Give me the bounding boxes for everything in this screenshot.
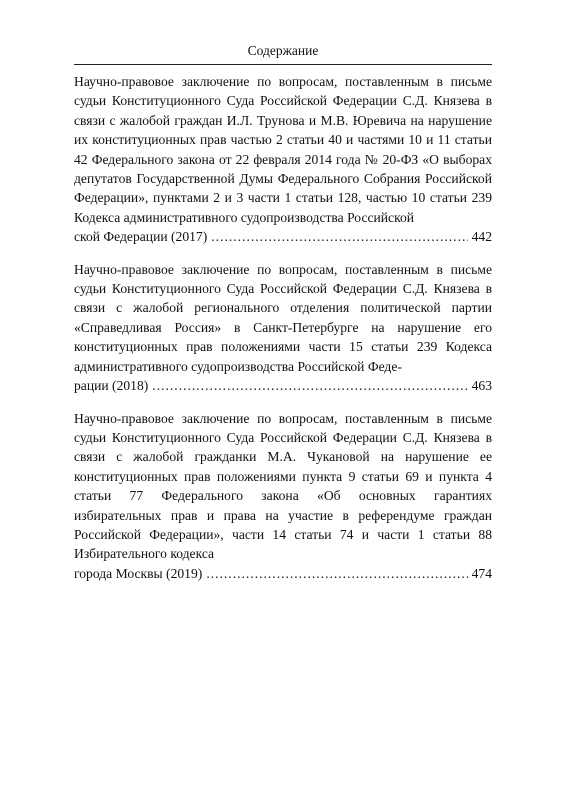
toc-entry-lastline [74,564,492,583]
toc-entry[interactable] [74,409,492,584]
toc-entry-text: Научно-правовое заключение по вопросам, поставленным в письме судьи Конституционного Суда Российской Федерации С.Д. Князева в связи с жалобой гражданки М.А. Чукановой на нарушение ее конституционных прав положениями пункта 9 статьи 69 и пункта 4 статьи 77 Федерального закона «Об основных гарантиях избирательных прав и права на участие в референдуме граждан Российской Федерации», части 14 статьи 74 и части 1 статьи 88 Избирательного кодекса [74,410,492,562]
toc-entry-lastline-text: рации (2018) [74,378,149,394]
dot-leader [152,376,467,395]
toc-page-number: 442 [471,229,492,245]
toc-page-number: 463 [471,378,492,394]
toc-entry-text: Научно-правовое заключение по вопросам, поставленным в письме судьи Конституционного Суда Российской Федерации С.Д. Князева в связи с жалобой граждан И.Л. Трунова и М.В. Юревича на нарушение их конституционных прав частью 2 статьи 40 и частями 10 и 11 статьи 42 Федерального закона от 22 февраля 2014 года № 20-ФЗ «О выборах депутатов Государственной Думы Федерального Собрания Российской Федерации», пунктами 2 и 3 части 1 статьи 128, частью 10 статьи 239 Кодекса административного судопроизводства Российской [74,74,492,225]
toc-page-number: 474 [471,565,492,581]
toc-entry-text: Научно-правовое заключение по вопросам, поставленным в письме судьи Конституционного Суда Российской Федерации С.Д. Князева в связи с жалобой регионального отделения политической партии «Справедливая Россия» в Санкт-Петербурге на нарушение его конституционных прав положениями части 15 статьи 239 Кодекса административного судопроизводства Российской Феде- [74,261,492,374]
toc-entry[interactable] [74,260,492,396]
table-of-contents [74,72,492,596]
toc-entry-lastline-text: ской Федерации (2017) [74,229,208,245]
toc-entry[interactable] [74,72,492,247]
dot-leader [211,227,467,246]
header-divider [74,64,492,65]
toc-entry-lastline-text: города Москвы (2019) [74,565,203,581]
toc-entry-lastline [74,227,492,246]
dot-leader [206,564,467,583]
toc-entry-lastline [74,376,492,395]
page-title: Содержание [247,43,319,58]
